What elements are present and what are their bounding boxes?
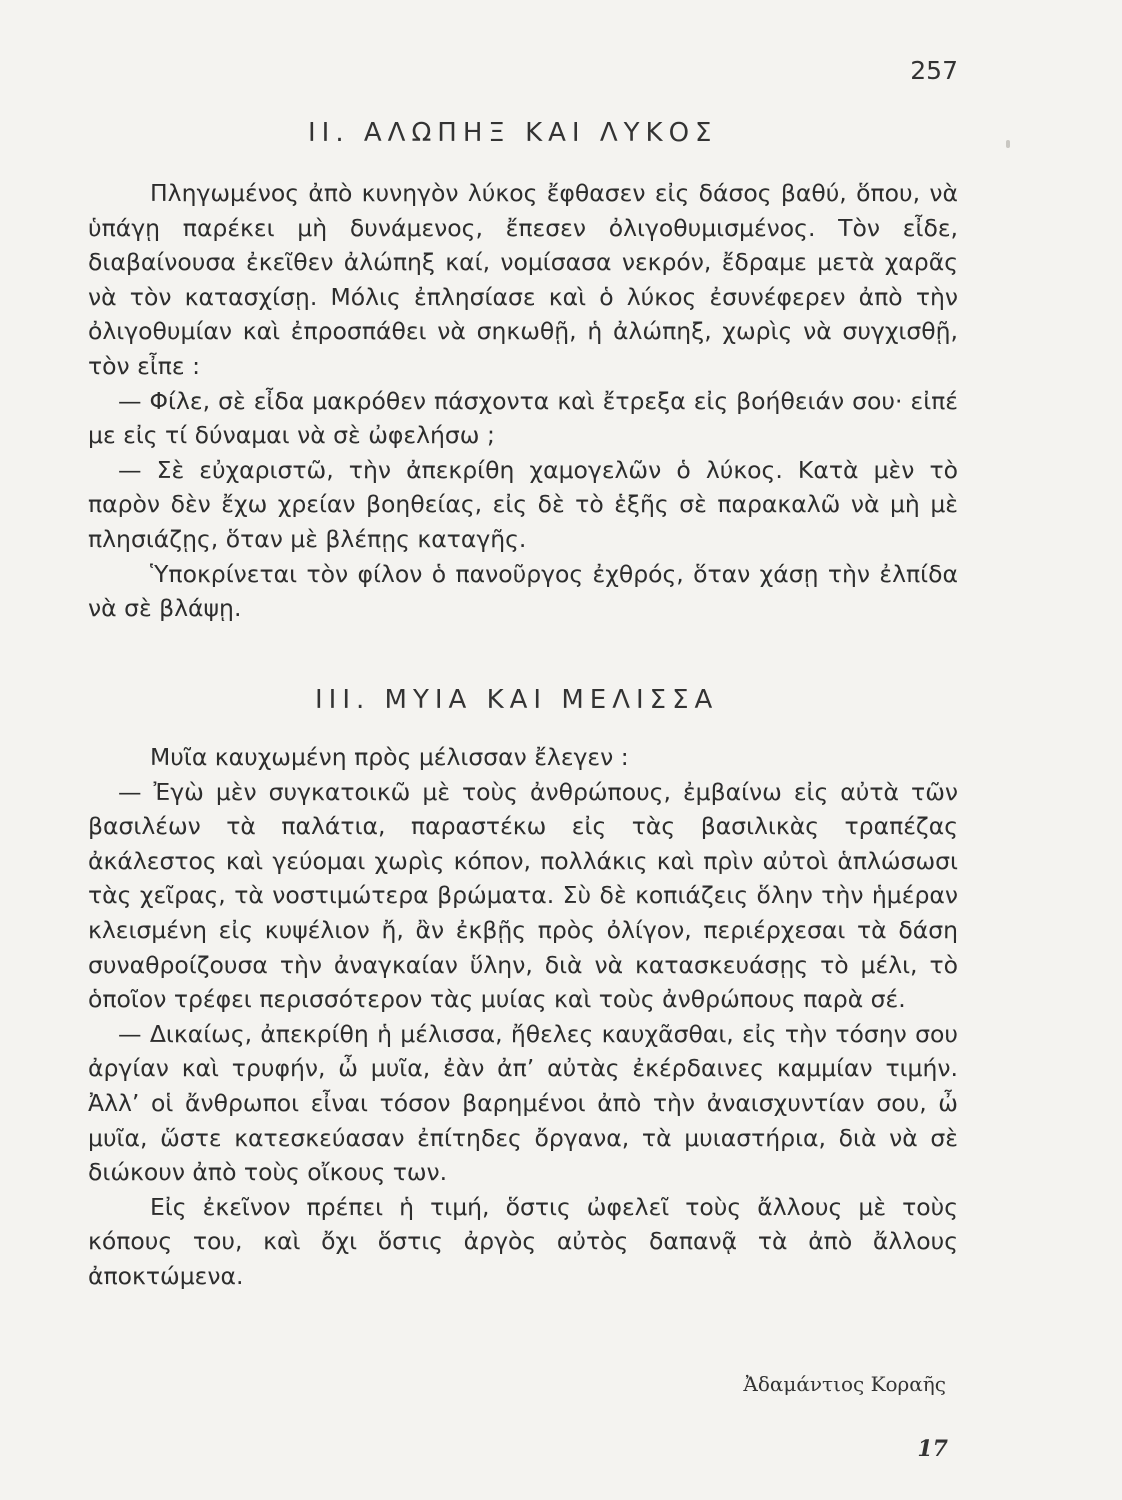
paragraph: Πληγωμένος ἀπὸ κυνηγὸν λύκος ἔφθασεν εἰς δάσος βαθύ, ὅπου, νὰ ὑπάγῃ παρέκει μὴ δυνάμενος, ἔπεσεν ὀλιγοθυμισμένος. Τὸν εἶδε, διαβαίνουσα ἐκεῖθεν ἀλώπηξ καί, νομίσασα νεκρόν, ἔδραμε μετὰ χαρᾶς νὰ τὸν κατασχίσῃ. Μόλις ἐπλησίασε καὶ ὁ λύκος ἐσυνέφερεν ἀπὸ τὴν ὀλιγοθυμίαν καὶ ἐπροσπάθει νὰ σηκωθῇ, ἡ ἀλώπηξ, χωρὶς νὰ συγχισθῇ, τὸν εἶπε : [88,179,958,380]
paragraph: Μυῖα καυχωμένη πρὸς μέλισσαν ἔλεγεν : [150,743,629,771]
dialog-line: — Σὲ εὐχαριστῶ, τὴν ἀπεκρίθη χαμογελῶν ὁ λύκος. Κατὰ μὲν τὸ παρὸν δὲν ἔχω χρείαν βοηθείας, εἰς δὲ τὸ ἑξῆς σὲ παρακαλῶ νὰ μὴ μὲ πλησιάζῃς, ὅταν μὲ βλέπῃς καταγῆς. [88,455,958,553]
moral: Εἰς ἐκεῖνον πρέπει ἡ τιμή, ὅστις ὠφελεῖ τοὺς ἄλλους μὲ τοὺς κόπους του, καὶ ὄχι ὅστις ἀργὸς αὐτὸς δαπανᾷ τὰ ἀπὸ ἄλλους ἀποκτώμενα. [88,1192,958,1290]
dialog-line: — Ἐγὼ μὲν συγκατοικῶ μὲ τοὺς ἀνθρώπους, ἐμβαίνω εἰς αὐτὰ τῶν βασιλέων τὰ παλάτια, παραστέκω εἰς τὰς βασιλικὰς τραπέζας ἀκάλεστος καὶ γεύομαι χωρὶς κόπον, πολλάκις καὶ πρὶν αὐτοὶ ἁπλώσωσι τὰς χεῖρας, τὰ νοστιμώτερα βρώματα. Σὺ δὲ κοπιάζεις ὅλην τὴν ἡμέραν κλεισμένη εἰς κυψέλιον ἤ, ἂν ἐκβῇς πρὸς ὀλίγον, περιέρχεσαι τὰ δάση συναθροίζουσα τὴν ἀναγκαίαν ὕλην, διὰ νὰ κατασκευάσῃς τὸ μέλι, τὸ ὁποῖον τρέφει περισσότερον τὰς μυίας καὶ τοὺς ἀνθρώπους παρὰ σέ. [88,777,958,1014]
dialog-line: — Δικαίως, ἀπεκρίθη ἡ μέλισσα, ἤθελες καυχᾶσθαι, εἰς τὴν τόσην σου ἀργίαν καὶ τρυφήν, ὦ μυῖα, ἐὰν ἀπ’ αὐτὰς ἐκέρδαινες καμμίαν τιμήν. Ἀλλ’ οἱ ἄνθρωποι εἶναι τόσον βαρημένοι ἀπὸ τὴν ἀναισχυντίαν σου, ὦ μυῖα, ὥστε κατεσκεύασαν ἐπίτηδες ὄργανα, τὰ μυιαστήρια, διὰ νὰ σὲ διώκουν ἀπὸ τοὺς οἴκους των. [88,1019,958,1187]
fable-fox-and-wolf-text [88,176,958,626]
page-number: 257 [910,56,958,85]
printer-signature-mark: 17 [917,1436,948,1462]
section-title-fox-and-wolf: ΙΙ. ΑΛΩΠΗΞ ΚΑΙ ΛΥΚΟΣ [308,118,718,148]
fable-fly-and-bee-text [88,740,958,1294]
moral: Ὑποκρίνεται τὸν φίλον ὁ πανοῦργος ἐχθρός, ὅταν χάσῃ τὴν ἐλπίδα νὰ σὲ βλάψῃ. [88,559,958,623]
dialog-line: — Φίλε, σὲ εἶδα μακρόθεν πάσχοντα καὶ ἔτρεξα εἰς βοήθειάν σου· εἰπέ με εἰς τί δύναμαι νὰ σὲ ὠφελήσω ; [88,386,958,450]
scan-mark [1006,140,1010,148]
section-title-fly-and-bee: ΙΙΙ. ΜΥΙΑ ΚΑΙ ΜΕΛΙΣΣΑ [315,685,719,715]
author-name: Ἀδαμάντιος Κοραῆς [743,1372,946,1396]
